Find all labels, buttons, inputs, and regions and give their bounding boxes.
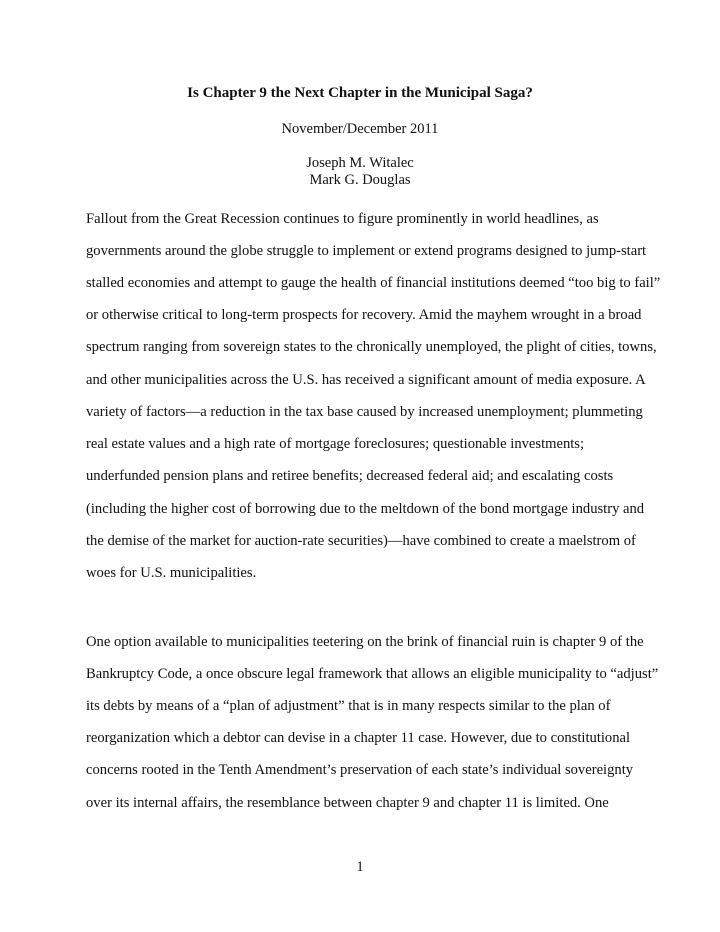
text-line: Bankruptcy Code, a once obscure legal framework that allows an eligible municipality to “adjust” [86, 666, 659, 682]
text-line: the demise of the market for auction-rate securities)―have combined to create a maelstrom of [86, 533, 636, 549]
text-line: spectrum ranging from sovereign states to the chronically unemployed, the plight of cities, towns, [86, 339, 657, 355]
text-line: over its internal affairs, the resemblance between chapter 9 and chapter 11 is limited. One [86, 795, 609, 811]
text-line: woes for U.S. municipalities. [86, 565, 257, 581]
text-line: its debts by means of a “plan of adjustment” that is in many respects similar to the plan of [86, 698, 611, 714]
text-line: or otherwise critical to long-term prospects for recovery. Amid the mayhem wrought in a broad [86, 307, 642, 323]
text-line: underfunded pension plans and retiree benefits; decreased federal aid; and escalating costs [86, 468, 614, 484]
text-line: stalled economies and attempt to gauge the health of financial institutions deemed “too big to fail” [86, 275, 661, 291]
page-number: 1 [356, 859, 364, 875]
text-line: variety of factors―a reduction in the tax base caused by increased unemployment; plummeting [86, 404, 643, 420]
document-title: Is Chapter 9 the Next Chapter in the Municipal Saga? [187, 85, 533, 101]
text-line: concerns rooted in the Tenth Amendment’s preservation of each state’s individual sovereignty [86, 762, 634, 778]
text-line: (including the higher cost of borrowing due to the meltdown of the bond mortgage industry and [86, 501, 645, 517]
text-line: Fallout from the Great Recession continues to figure prominently in world headlines, as [86, 211, 599, 227]
text-line: real estate values and a high rate of mortgage foreclosures; questionable investments; [86, 436, 585, 452]
publication-date: November/December 2011 [281, 121, 439, 137]
text-line: One option available to municipalities teetering on the brink of financial ruin is chapter 9 of the [86, 634, 644, 650]
text-line: reorganization which a debtor can devise in a chapter 11 case. However, due to constitutional [86, 730, 631, 746]
author-name: Mark G. Douglas [309, 172, 411, 188]
text-line: and other municipalities across the U.S. has received a significant amount of media exposure. A [86, 372, 646, 388]
text-line: governments around the globe struggle to implement or extend programs designed to jump-start [86, 243, 647, 259]
author-list [0, 155, 720, 189]
author-name: Joseph M. Witalec [306, 155, 414, 171]
